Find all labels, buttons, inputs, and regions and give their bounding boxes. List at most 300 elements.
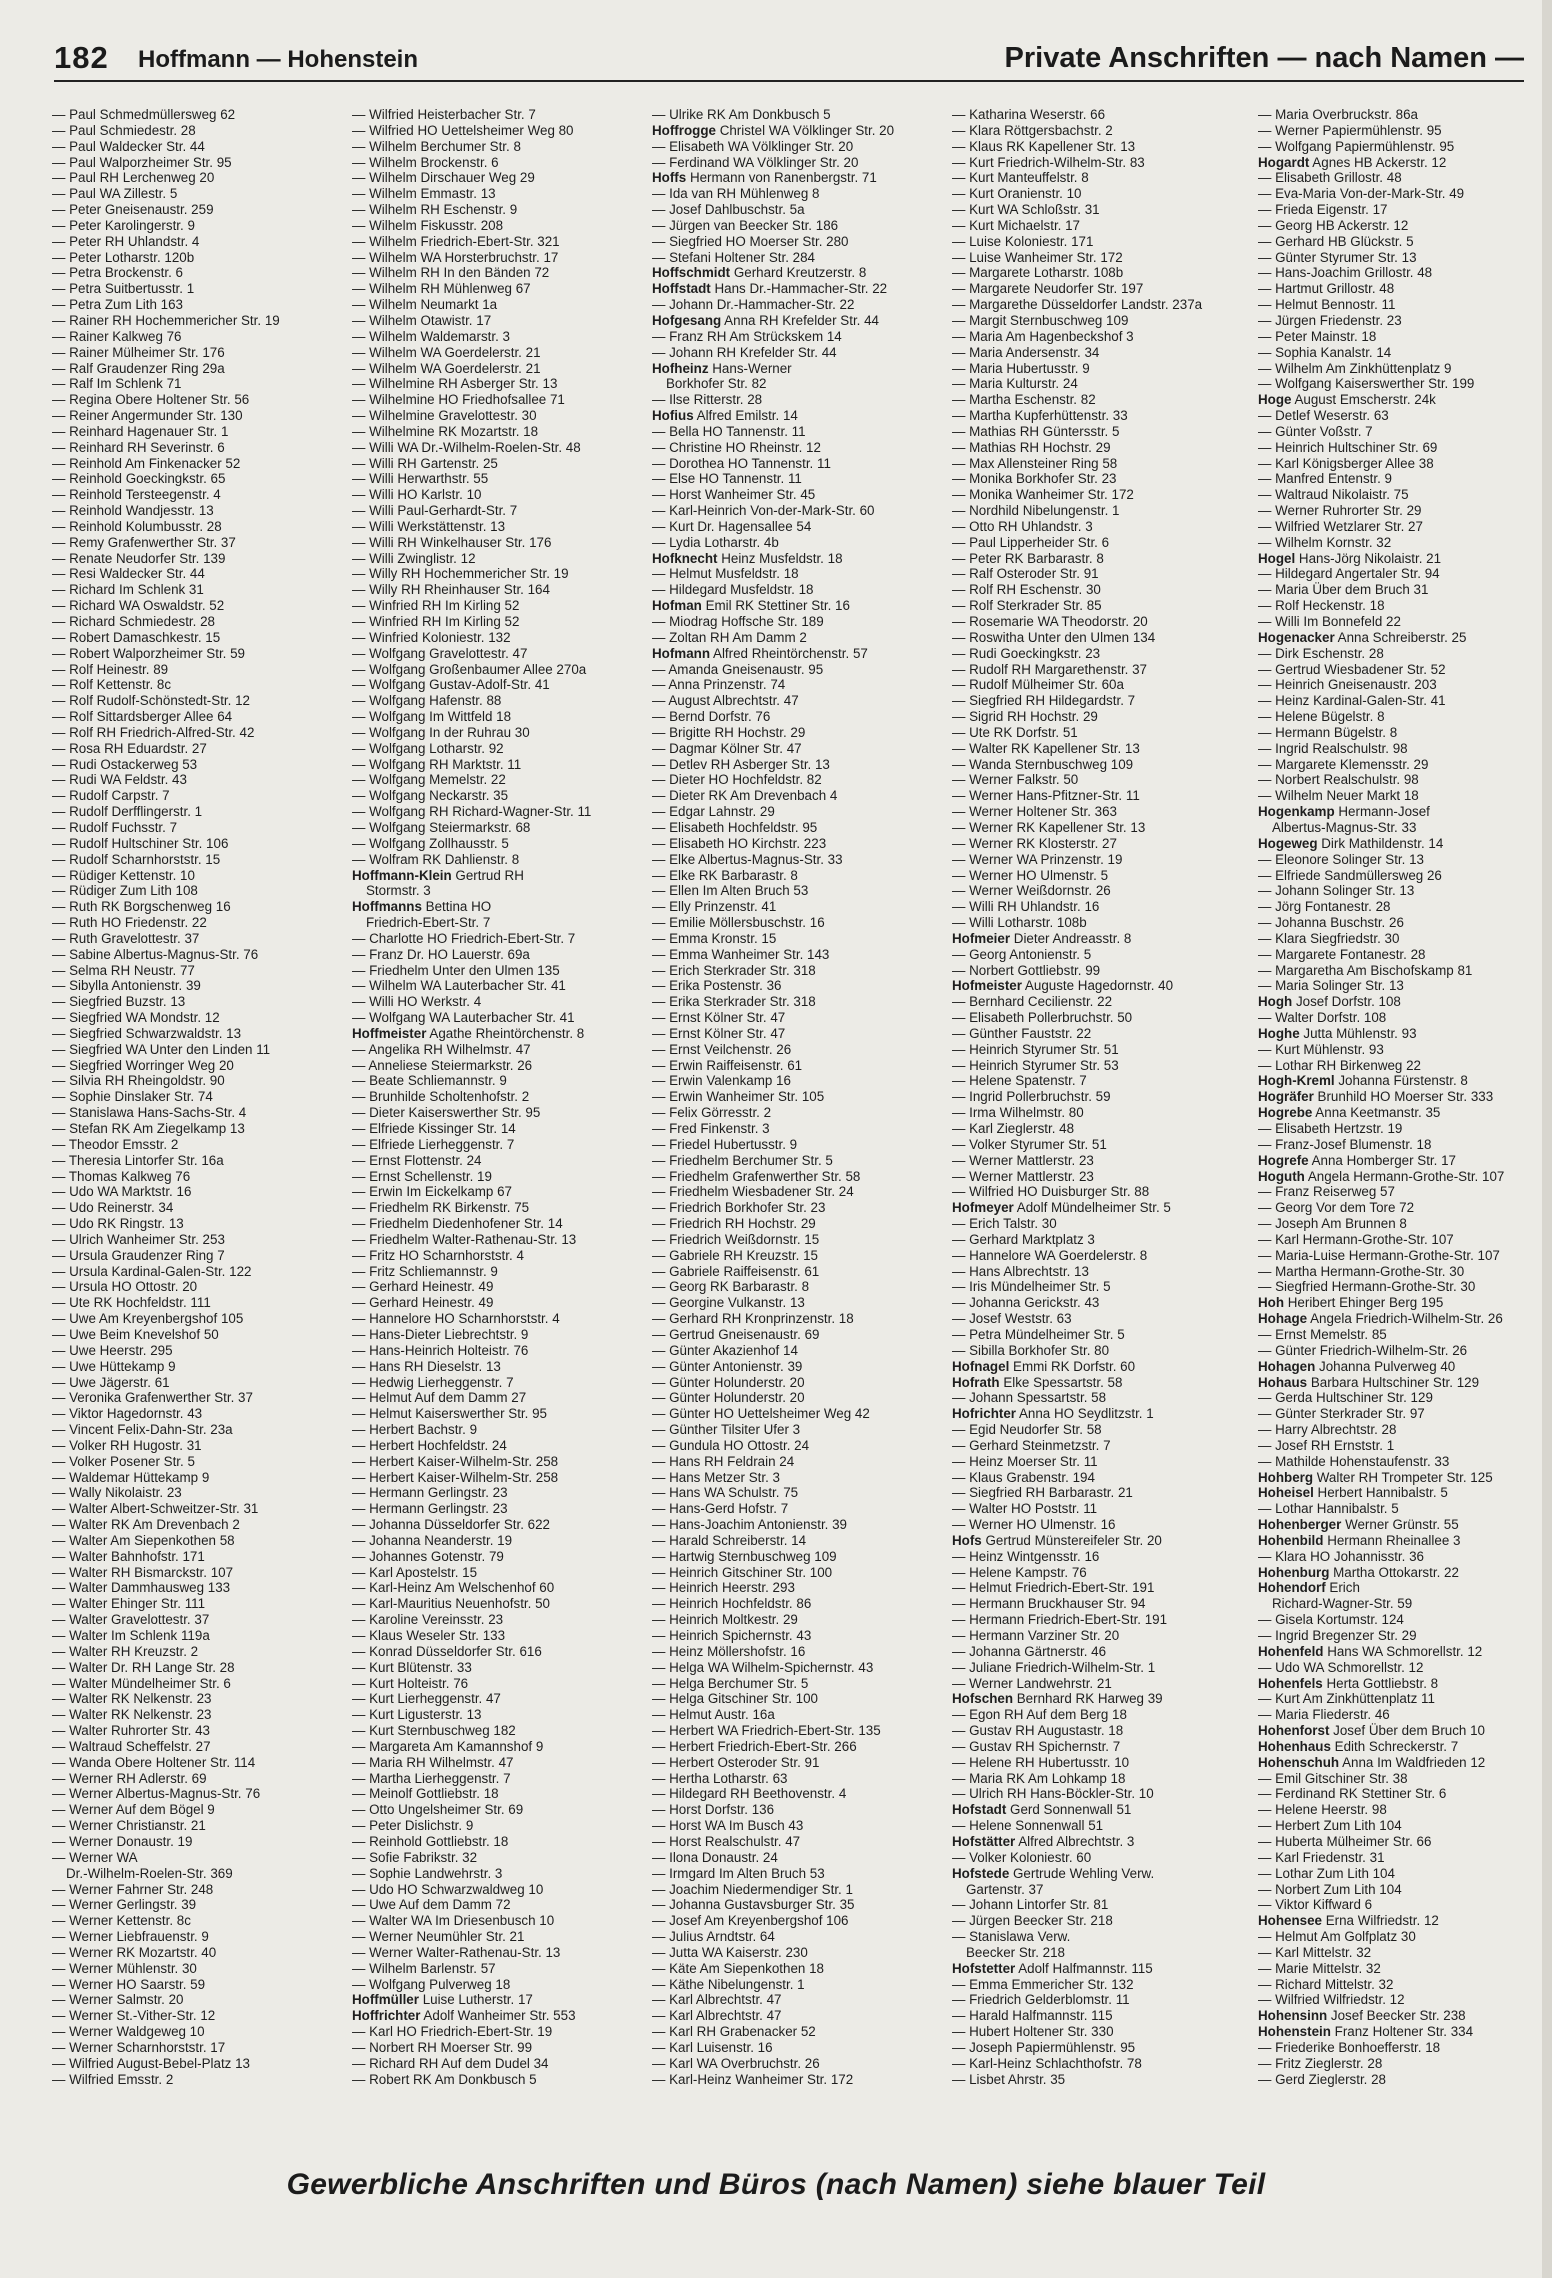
directory-entry: — Herbert Bachstr. 9 [352,1422,478,1438]
directory-entry: — Dieter Kaiserswerther Str. 95 [352,1105,541,1121]
directory-entry: — Herbert Zum Lith 104 [1258,1818,1402,1834]
directory-entry: — Günter Holunderstr. 20 [652,1390,805,1406]
directory-entry: — Gustav RH Augustastr. 18 [952,1723,1124,1739]
directory-entry: — Johann Lintorfer Str. 81 [952,1897,1109,1913]
directory-entry: Hoffs Hermann von Ranenbergstr. 71 [652,170,877,186]
directory-entry: — Erwin Wanheimer Str. 105 [652,1089,825,1105]
directory-entry: — Egid Neudorfer Str. 58 [952,1422,1102,1438]
directory-entry: Hoh Heribert Ehinger Berg 195 [1258,1295,1444,1311]
directory-entry: — Franz-Josef Blumenstr. 18 [1258,1136,1432,1152]
directory-entry: — Jürgen van Beecker Str. 186 [652,217,839,233]
directory-entry: — Paul WA Zillestr. 5 [52,186,178,202]
directory-entry: — Heinrich Gneisenaustr. 203 [1258,677,1437,693]
directory-entry: — Wolfgang RH Marktstr. 11 [352,756,522,772]
directory-entry: — Wolfgang Gustav-Adolf-Str. 41 [352,677,550,693]
directory-entry: Hogh Josef Dorfstr. 108 [1258,994,1401,1010]
directory-entry: — Stefani Holtener Str. 284 [652,249,816,265]
directory-entry: — Uwe Heerstr. 295 [52,1342,173,1358]
directory-entry: — Walter Dorfstr. 108 [1258,1010,1387,1026]
directory-entry: — Uwe Jägerstr. 61 [52,1374,170,1390]
directory-entry: — Kurt Lierheggenstr. 47 [352,1691,501,1707]
directory-entry: Friedrich-Ebert-Str. 7 [366,915,491,931]
directory-entry: — Gisela Kortumstr. 124 [1258,1612,1404,1628]
directory-entry: — Paul RH Lerchenweg 20 [52,170,215,186]
directory-entry: — Joseph Am Brunnen 8 [1258,1216,1407,1232]
directory-entry: — Rainer Kalkweg 76 [52,328,182,344]
directory-entry: Hogrebe Anna Keetmanstr. 35 [1258,1105,1441,1121]
directory-entry: — Rainer RH Hochemmericher Str. 19 [52,312,280,328]
directory-entry: — Klara HO Johannisstr. 36 [1258,1548,1424,1564]
directory-entry: — Kurt Oranienstr. 10 [952,186,1082,202]
directory-entry: — Heinrich Gitschiner Str. 100 [652,1564,833,1580]
directory-entry: — Ernst Kölner Str. 47 [652,1010,786,1026]
directory-entry: — Werner Mattlerstr. 23 [952,1152,1094,1168]
directory-entry: — Erika Postenstr. 36 [652,978,782,994]
directory-entry: — Rudi WA Feldstr. 43 [52,772,187,788]
directory-entry: — Rudolf Fuchsstr. 7 [52,819,178,835]
directory-entry: — Siegfried WA Mondstr. 12 [52,1010,220,1026]
directory-entry: — Walter RH Bismarckstr. 107 [52,1564,234,1580]
directory-entry: — Max Allensteiner Ring 58 [952,455,1118,471]
directory-entry: — Bernd Dorfstr. 76 [652,709,771,725]
directory-entry: — Karl HO Friedrich-Ebert-Str. 19 [352,2024,553,2040]
directory-entry: — Rolf Sittardsberger Allee 64 [52,709,233,725]
directory-entry: — Helene Sonnenwall 51 [952,1818,1104,1834]
directory-entry: — Walter RK Nelkenstr. 23 [52,1691,212,1707]
directory-entry: — Franz RH Am Strückskem 14 [652,328,842,344]
directory-entry: — Georgine Vulkanstr. 13 [652,1295,805,1311]
directory-entry: — Friedhelm Diedenhofener Str. 14 [352,1216,563,1232]
directory-entry: — Norbert Realschulstr. 98 [1258,772,1419,788]
directory-entry: — Bella HO Tannenstr. 11 [652,423,806,439]
directory-entry: — Hildegard RH Beethovenstr. 4 [652,1786,847,1802]
directory-entry: — Heinrich Moltkestr. 29 [652,1612,798,1628]
directory-entry: — Werner Ruhrorter Str. 29 [1258,503,1422,519]
directory-entry: — Lothar Zum Lith 104 [1258,1865,1395,1881]
directory-entry: Hohenburg Martha Ottokarstr. 22 [1258,1564,1459,1580]
directory-entry: — Herbert Kaiser-Wilhelm-Str. 258 [352,1469,559,1485]
directory-entry: — Renate Neudorfer Str. 139 [52,550,226,566]
directory-entry: — Karl Albrechtstr. 47 [652,1992,782,2008]
directory-entry: — Maria RH Wilhelmstr. 47 [352,1754,514,1770]
directory-entry: Hohenforst Josef Über dem Bruch 10 [1258,1723,1485,1739]
directory-entry: — Wilfried HO Duisburger Str. 88 [952,1184,1150,1200]
directory-entry: — Werner Holtener Str. 363 [952,804,1117,820]
directory-entry: — Robert Walporzheimer Str. 59 [52,645,245,661]
directory-entry: — Rudolf RH Margarethenstr. 37 [952,661,1147,677]
directory-entry: Hofrichter Anna HO Seydlitzstr. 1 [952,1406,1154,1422]
directory-entry: — Willi Im Bonnefeld 22 [1258,614,1401,629]
directory-entry: — Wilhelm Neuer Markt 18 [1258,788,1419,804]
directory-entry: Hogh-Kreml Johanna Fürstenstr. 8 [1258,1073,1468,1089]
directory-entry: — Ferdinand RK Stettiner Str. 6 [1258,1786,1447,1802]
directory-entry: — Sabine Albertus-Magnus-Str. 76 [52,946,259,962]
directory-entry: — Uwe Hüttekamp 9 [52,1358,176,1374]
directory-entry: — Nordhild Nibelungenstr. 1 [952,503,1120,519]
directory-entry: — Ursula Kardinal-Galen-Str. 122 [52,1263,252,1279]
directory-entry: — Georg RK Barbarastr. 8 [652,1279,810,1295]
directory-entry: — Friedhelm RK Birkenstr. 75 [352,1200,530,1216]
directory-entry: — Hans RH Dieselstr. 13 [352,1358,501,1374]
directory-entry: — Günter HO Uettelsheimer Weg 42 [652,1406,870,1422]
directory-entry: — Margarete Klemensstr. 29 [1258,756,1429,772]
directory-entry: — Lothar Hannibalstr. 5 [1258,1501,1399,1517]
directory-entry: — Wilhelmine RK Mozartstr. 18 [352,423,539,439]
directory-entry: — Charlotte HO Friedrich-Ebert-Str. 7 [352,930,576,946]
page-header [54,34,1524,82]
directory-entry: — Ingrid Pollerbruchstr. 59 [952,1089,1111,1105]
directory-entry: Hoghe Jutta Mühlenstr. 93 [1258,1025,1417,1041]
directory-entry: — Rudi Goeckingkstr. 23 [952,645,1101,661]
directory-entry: — Walter RK Am Drevenbach 2 [52,1517,240,1533]
directory-entry: — Rolf Kettenstr. 8c [52,677,172,693]
directory-entry: Hofrath Elke Spessartstr. 58 [952,1374,1123,1390]
directory-entry: — Konrad Düsseldorfer Str. 616 [352,1643,542,1659]
directory-entry: — Reinhold Goeckingkstr. 65 [52,471,226,487]
directory-entry: — Heinrich Styrumer Str. 51 [952,1041,1119,1057]
directory-entry: — Fritz Schliemannstr. 9 [352,1263,498,1279]
directory-entry: — Juliane Friedrich-Wilhelm-Str. 1 [952,1659,1156,1675]
directory-entry: — Johann Spessartstr. 58 [952,1390,1107,1406]
directory-entry: — Helene RH Hubertusstr. 10 [952,1754,1130,1770]
directory-entry: — Richard Im Schlenk 31 [52,582,204,598]
directory-entry: — Kurt Dr. Hagensallee 54 [652,518,812,534]
directory-entry: — Siegfried HO Moerser Str. 280 [652,233,849,249]
directory-entry: — Norbert Gottliebstr. 99 [952,962,1101,978]
directory-entry: — Wilhelm Emmastr. 13 [352,186,496,202]
directory-entry: — Fritz Zieglerstr. 28 [1258,2055,1383,2071]
directory-entry: — Udo Reinerstr. 34 [52,1200,174,1216]
directory-entry: — Hans-Joachim Antonienstr. 39 [652,1517,848,1533]
directory-entry: — Gundula HO Ottostr. 24 [652,1437,810,1453]
directory-entry: — Maria Hubertusstr. 9 [952,360,1090,376]
directory-entry: — Peter Mainstr. 18 [1258,328,1377,344]
directory-entry: — Luise Koloniestr. 171 [952,233,1094,249]
directory-entry: — Erwin Raiffeisenstr. 61 [652,1057,803,1073]
directory-entry: — Kurt Am Zinkhüttenplatz 11 [1258,1691,1435,1707]
directory-entry: — Karl Albrechtstr. 47 [652,2008,782,2024]
directory-entry: — Werner Scharnhorststr. 17 [52,2039,226,2055]
directory-entry: — Friedrich Borkhofer Str. 23 [652,1200,826,1216]
directory-entry: — Wilhelm Dirschauer Weg 29 [352,170,535,186]
directory-entry: — Johanna Neanderstr. 19 [352,1532,513,1548]
directory-entry: — Elly Prinzenstr. 41 [652,899,777,915]
directory-entry: — Wilfried Wilfriedstr. 12 [1258,1992,1405,2008]
directory-entry: Hohberg Walter RH Trompeter Str. 125 [1258,1469,1493,1485]
directory-entry: — Volker Koloniestr. 60 [952,1849,1092,1865]
directory-entry: — Winfried RH Im Kirling 52 [352,614,520,629]
directory-entry: — Kurt WA Schloßstr. 31 [952,202,1100,218]
directory-entry: — Walter Bahnhofstr. 171 [52,1548,205,1564]
directory-entry: — Sigrid RH Hochstr. 29 [952,709,1098,725]
directory-entry: — Waltraud Nikolaistr. 75 [1258,487,1409,503]
directory-entry: — Gertrud Gneisenaustr. 69 [652,1326,820,1342]
directory-entry: — Horst Dorfstr. 136 [652,1802,775,1818]
directory-entry: — Helmut Bennostr. 11 [1258,297,1396,313]
directory-entry: — Emilie Möllersbuschstr. 16 [652,915,825,931]
directory-entry: — Willi RH Gartenstr. 25 [352,455,498,471]
directory-entry: — Robert RK Am Donkbusch 5 [352,2071,537,2087]
directory-entry: — Günter Holunderstr. 20 [652,1374,805,1390]
directory-entry: — Harald Halfmannstr. 115 [952,2008,1113,2024]
directory-entry: — Maria RK Am Lohkamp 18 [952,1770,1126,1786]
directory-entry: — Reinhard RH Severinstr. 6 [52,439,225,455]
directory-entry: — Rudi Ostackerweg 53 [52,756,198,772]
directory-entry: — Günther Tilsiter Ufer 3 [652,1422,801,1438]
directory-entry: — Erich Talstr. 30 [952,1216,1057,1232]
directory-entry: — Ulrich Wanheimer Str. 253 [52,1231,225,1247]
directory-entry: — Karl-Heinz Am Welschenhof 60 [352,1580,555,1596]
directory-entry: Hofheinz Hans-Werner [652,360,792,376]
directory-entry: Hogenacker Anna Schreiberstr. 25 [1258,629,1467,645]
directory-entry: Hogräfer Brunhild HO Moerser Str. 333 [1258,1089,1494,1105]
directory-entry: Hohensinn Josef Beecker Str. 238 [1258,2008,1466,2024]
directory-entry: — Helga Gitschiner Str. 100 [652,1691,818,1707]
directory-entry: — Werner Albertus-Magnus-Str. 76 [52,1786,261,1802]
directory-entry: — Friedhelm Grafenwerther Str. 58 [652,1168,861,1184]
directory-entry: — Norbert RH Moerser Str. 99 [352,2039,533,2055]
directory-entry: — Ernst Veilchenstr. 26 [652,1041,792,1057]
directory-entry: — Dirk Eschenstr. 28 [1258,645,1384,661]
directory-entry: — Heinrich Hochfeldstr. 86 [652,1596,812,1612]
directory-entry: — Stanislawa Verw. [952,1929,1071,1945]
directory-entry: — Erwin Im Eickelkamp 67 [352,1184,512,1200]
directory-entry: — Martha Lierheggenstr. 7 [352,1770,511,1786]
directory-entry: — Karl-Heinrich Von-der-Mark-Str. 60 [652,503,875,519]
directory-entry: — Gerda Hultschiner Str. 129 [1258,1390,1433,1406]
directory-entry: — Kurt Sternbuschweg 182 [352,1723,516,1739]
directory-entry: — Kurt Holteistr. 76 [352,1675,469,1691]
directory-entry: — Veronika Grafenwerther Str. 37 [52,1390,253,1406]
directory-entry: — Willi Werkstättenstr. 13 [352,518,506,534]
directory-entry: — Emma Wanheimer Str. 143 [652,946,830,962]
directory-entry: — Johanna Gärtnerstr. 46 [952,1643,1107,1659]
directory-entry: Hogardt Agnes HB Ackerstr. 12 [1258,154,1447,170]
directory-entry: — Werner Gerlingstr. 39 [52,1897,197,1913]
directory-entry: — Wilhelmine RH Asberger Str. 13 [352,376,558,392]
directory-entry: — Emil Gitschiner Str. 38 [1258,1770,1408,1786]
directory-entry: — Werner RK Mozartstr. 40 [52,1944,217,1960]
directory-entry: — Robert Damaschkestr. 15 [52,629,221,645]
directory-entry: — Thomas Kalkweg 76 [52,1168,191,1184]
directory-entry: — Karl-Heinz Wanheimer Str. 172 [652,2071,854,2087]
directory-entry: — Wilfried Emsstr. 2 [52,2071,174,2087]
directory-entry: — Werner St.-Vither-Str. 12 [52,2008,216,2024]
directory-entry: Richard-Wagner-Str. 59 [1272,1596,1413,1612]
directory-entry: — Ruth RK Borgschenweg 16 [52,899,231,915]
directory-entry: — Helene Bügelstr. 8 [1258,709,1385,725]
directory-entry: — Wilhelm WA Goerdelerstr. 21 [352,344,541,360]
directory-entry: — Johanna Buschstr. 26 [1258,915,1404,931]
directory-entry: — Elisabeth Grillostr. 48 [1258,170,1402,186]
page-edge [1542,0,1552,2278]
directory-entry: — Volker Posener Str. 5 [52,1453,195,1469]
directory-entry: — Friedhelm Walter-Rathenau-Str. 13 [352,1231,577,1247]
directory-entry: — Wolfram RK Dahlienstr. 8 [352,851,520,867]
directory-entry: — Helene Heerstr. 98 [1258,1802,1387,1818]
directory-entry: — Werner Kettenstr. 8c [52,1913,191,1929]
directory-entry: — Margit Sternbuschweg 109 [952,312,1129,328]
directory-entry: Hohenbild Hermann Rheinallee 3 [1258,1532,1461,1548]
directory-entry: — Wilhelm Otawistr. 17 [352,312,492,328]
directory-entry: — Karl-Mauritius Neuenhofstr. 50 [352,1596,550,1612]
directory-entry: — Karl Friedenstr. 31 [1258,1849,1385,1865]
directory-entry: — Wilhelm WA Goerdelerstr. 21 [352,360,541,376]
directory-entry: — Anneliese Steiermarkstr. 26 [352,1057,533,1073]
directory-entry: — Maria Am Hagenbeckshof 3 [952,328,1134,344]
directory-entry: — Uwe Am Kreyenbergshof 105 [52,1311,244,1327]
directory-entry: — Wanda Obere Holtener Str. 114 [52,1754,256,1770]
directory-entry: — Ursula HO Ottostr. 20 [52,1279,198,1295]
directory-entry: — Udo WA Marktstr. 16 [52,1184,192,1200]
directory-entry: — Siegfried Schwarzwaldstr. 13 [52,1025,242,1041]
directory-entry: — Kurt Mühlenstr. 93 [1258,1041,1384,1057]
directory-entry: — Hannelore HO Scharnhorststr. 4 [352,1311,560,1327]
directory-entry: — Wolfgang Neckarstr. 35 [352,788,509,804]
directory-entry: — Theodor Emsstr. 2 [52,1136,179,1152]
directory-entry: — Werner Waldgeweg 10 [52,2024,205,2040]
directory-entry: — Ruth Gravelottestr. 37 [52,930,200,946]
directory-entry: — Reinhard Hagenauer Str. 1 [52,423,229,439]
directory-entry: — Else HO Tannenstr. 11 [652,471,802,487]
directory-entry: — Fritz HO Scharnhorststr. 4 [352,1247,524,1263]
directory-entry: — Willi RH Winkelhauser Str. 176 [352,534,552,550]
directory-entry: — Georg Antonienstr. 5 [952,946,1092,962]
directory-entry: — Hans-Dieter Liebrechtstr. 9 [352,1326,529,1342]
directory-entry: — Martha Eschenstr. 82 [952,392,1096,408]
directory-entry: — Irma Wilhelmstr. 80 [952,1105,1084,1121]
directory-entry: — Stefan RK Am Ziegelkamp 13 [52,1121,245,1136]
directory-entry: — Willi HO Karlstr. 10 [352,487,482,503]
directory-entry: — Roswitha Unter den Ulmen 134 [952,629,1156,645]
directory-entry: — Paul Schmiedestr. 28 [52,122,196,138]
directory-entry: — Friedrich RH Hochstr. 29 [652,1216,816,1232]
directory-entry: — Hildegard Angertaler Str. 94 [1258,566,1440,582]
directory-entry: — Johann Dr.-Hammacher-Str. 22 [652,297,855,313]
directory-entry: Hofs Gertrud Münstereifeler Str. 20 [952,1532,1162,1548]
directory-entry: — Willi Lotharstr. 108b [952,915,1087,931]
directory-entry: — Karl RH Grabenacker 52 [652,2024,816,2040]
directory-entry: — Waltraud Scheffelstr. 27 [52,1738,211,1754]
directory-entry: Stormstr. 3 [366,883,431,899]
directory-entry: — Emma Kronstr. 15 [652,930,777,946]
directory-entry: — Hartwig Sternbuschweg 109 [652,1548,837,1564]
directory-entry: Hoguth Angela Hermann-Grothe-Str. 107 [1258,1168,1505,1184]
directory-entry: — Günter Voßstr. 7 [1258,423,1373,439]
directory-entry: Hohaus Barbara Hultschiner Str. 129 [1258,1374,1480,1390]
directory-entry: — Uwe Auf dem Damm 72 [352,1897,511,1913]
directory-entry: — Werner Walter-Rathenau-Str. 13 [352,1944,561,1960]
directory-entry: — Willi HO Werkstr. 4 [352,994,482,1010]
directory-entry: — Wolfgang Kaiserswerther Str. 199 [1258,376,1475,392]
directory-entry: — Ellen Im Alten Bruch 53 [652,883,809,899]
directory-entry: — Selma RH Neustr. 77 [52,962,195,978]
directory-entry: — Johanna Düsseldorfer Str. 622 [352,1517,550,1533]
directory-entry: — Siegfried RH Barbarastr. 21 [952,1485,1133,1501]
directory-entry: — Gerhard Heinestr. 49 [352,1295,494,1311]
directory-entry: Hofius Alfred Emilstr. 14 [652,408,798,424]
directory-entry: — Karl Luisenstr. 16 [652,2039,773,2055]
directory-entry: — Wolfgang RH Richard-Wagner-Str. 11 [352,804,592,820]
directory-entry: — Wilhelm WA Horsterbruchstr. 17 [352,249,559,265]
directory-entry: — Kurt Manteuffelstr. 8 [952,170,1089,186]
directory-entry: — Wally Nikolaistr. 23 [52,1485,182,1501]
directory-entry: Hohensee Erna Wilfriedstr. 12 [1258,1913,1439,1929]
directory-entry: — Wilhelm RH Eschenstr. 9 [352,202,518,218]
directory-entry: — Maria Kulturstr. 24 [952,376,1078,392]
directory-entry: — Sofie Fabrikstr. 32 [352,1849,478,1865]
directory-entry: Hoffschmidt Gerhard Kreutzerstr. 8 [652,265,867,281]
directory-entry: — Wolfgang Steiermarkstr. 68 [352,819,531,835]
directory-entry: Hofstätter Alfred Albrechtstr. 3 [952,1833,1135,1849]
directory-entry: — Hermann Bügelstr. 8 [1258,724,1398,740]
directory-entry: — Wilhelm Kornstr. 32 [1258,534,1392,550]
directory-entry: — Klaus Grabenstr. 194 [952,1469,1095,1485]
directory-entry: — Amanda Gneisenaustr. 95 [652,661,824,677]
directory-entry: — Georg HB Ackerstr. 12 [1258,217,1409,233]
directory-entry: — Johann Solinger Str. 13 [1258,883,1415,899]
directory-entry: — Willi Zwinglistr. 12 [352,550,476,566]
directory-entry: — Detlef Weserstr. 63 [1258,408,1389,424]
directory-entry: — Otto Ungelsheimer Str. 69 [352,1802,524,1818]
directory-entry: — Erika Sterkrader Str. 318 [652,994,816,1010]
directory-entry: — Ruth HO Friedenstr. 22 [52,915,207,931]
directory-entry: — Erich Sterkrader Str. 318 [652,962,816,978]
directory-entry: — Rolf Rudolf-Schönstedt-Str. 12 [52,693,250,709]
directory-entry: — Kurt Friedrich-Wilhelm-Str. 83 [952,154,1145,170]
directory-entry: — Hildegard Musfeldstr. 18 [652,582,814,598]
column-5 [1258,107,1546,2087]
directory-entry: Hofman Emil RK Stettiner Str. 16 [652,598,850,614]
directory-entry: — Klara Röttgersbachstr. 2 [952,122,1113,138]
directory-entry: — Udo HO Schwarzwaldweg 10 [352,1881,544,1897]
directory-entry: — Martha Hermann-Grothe-Str. 30 [1258,1263,1465,1279]
directory-entry: — Winfried Koloniestr. 132 [352,629,511,645]
directory-entry: — Werner Liebfrauenstr. 9 [52,1929,209,1945]
directory-entry: — Walter Mündelheimer Str. 6 [52,1675,231,1691]
directory-entry: — Walter Im Schlenk 119a [52,1628,210,1643]
directory-entry: — Werner Auf dem Bögel 9 [52,1802,215,1818]
directory-entry: — Jürgen Beecker Str. 218 [952,1913,1113,1929]
directory-entry: — Sophie Landwehrstr. 3 [352,1865,503,1881]
directory-entry: — Sibylla Antonienstr. 39 [52,978,201,994]
directory-entry: — Karl Apostelstr. 15 [352,1564,478,1580]
directory-entry: — Heinz Möllershofstr. 16 [652,1643,806,1659]
directory-entry: — Christine HO Rheinstr. 12 [652,439,821,455]
directory-entry: Hoffmüller Luise Lutherstr. 17 [352,1992,533,2008]
directory-entry: — Werner Mattlerstr. 23 [952,1168,1094,1184]
directory-entry: — Karl Zieglerstr. 48 [952,1121,1075,1136]
directory-entry: — Waldemar Hüttekamp 9 [52,1469,210,1485]
directory-entry: — Reinhold Gottliebstr. 18 [352,1833,509,1849]
directory-entry: — Helmut Kaiserswerther Str. 95 [352,1406,547,1422]
directory-entry: — Johanna Gustavsburger Str. 35 [652,1897,855,1913]
directory-entry: — Lydia Lotharstr. 4b [652,534,779,550]
directory-entry: — Fred Finkenstr. 3 [652,1121,770,1136]
directory-entry: — Otto RH Uhlandstr. 3 [952,518,1093,534]
directory-entry: — Gertrud Wiesbadener Str. 52 [1258,661,1446,677]
directory-entry: Hoffrogge Christel WA Völklinger Str. 20 [652,122,895,138]
directory-entry: Hoge August Emscherstr. 24k [1258,392,1436,408]
directory-entry: — Vincent Felix-Dahn-Str. 23a [52,1422,233,1438]
directory-entry: — Elfriede Kissinger Str. 14 [352,1121,516,1136]
directory-entry: — Johanna Gerickstr. 43 [952,1295,1100,1311]
directory-entry: — Edgar Lahnstr. 29 [652,804,775,820]
directory-entry: Hohenstein Franz Holtener Str. 334 [1258,2024,1474,2040]
directory-entry: — Ilse Ritterstr. 28 [652,392,763,408]
directory-entry: — Paul Lipperheider Str. 6 [952,534,1110,550]
directory-entry: — Maria Overbruckstr. 86a [1258,107,1418,122]
